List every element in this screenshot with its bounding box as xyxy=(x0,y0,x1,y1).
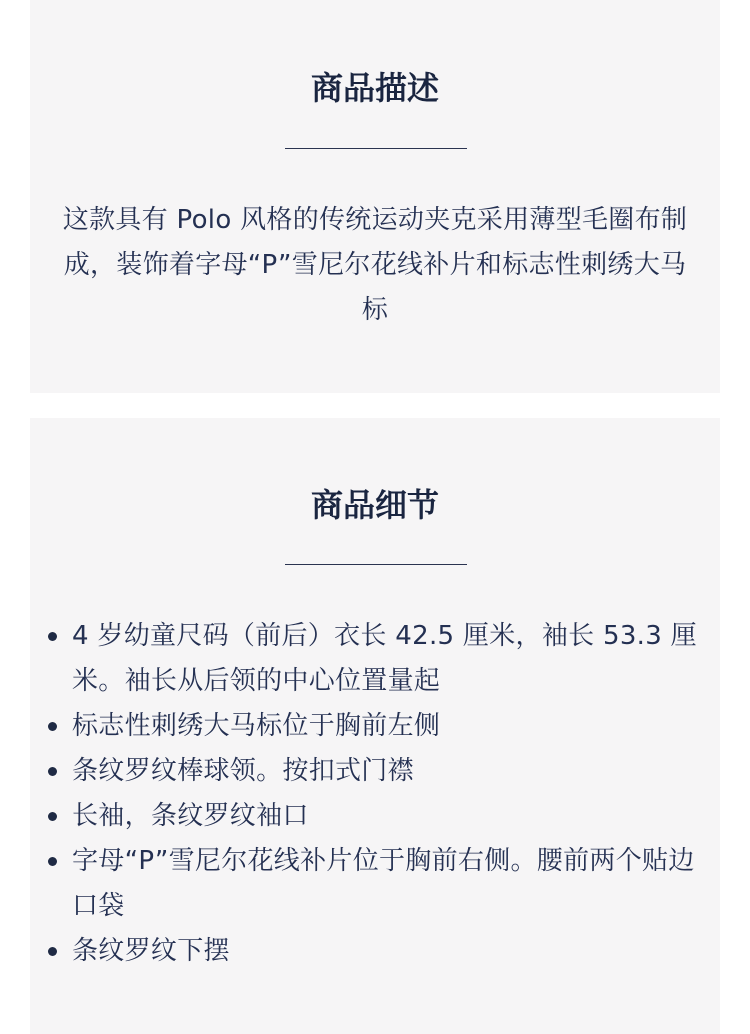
bullet-icon xyxy=(48,632,57,641)
bullet-icon xyxy=(48,947,57,956)
list-item xyxy=(30,794,720,839)
details-title: 商品细节 xyxy=(310,486,439,524)
product-description-card xyxy=(30,0,720,393)
description-title: 商品描述 xyxy=(310,69,439,107)
bullet-icon xyxy=(48,722,57,731)
bullet-icon xyxy=(48,812,57,821)
bullet-icon xyxy=(48,767,57,776)
detail-text: 字母“P”雪尼尔花线补片位于胸前右侧。腰前两个贴边口袋 xyxy=(72,846,695,921)
product-details-card xyxy=(30,418,720,1034)
list-item xyxy=(30,839,720,929)
detail-text: 条纹罗纹下摆 xyxy=(72,936,230,966)
list-item xyxy=(30,704,720,749)
detail-text: 条纹罗纹棒球领。按扣式门襟 xyxy=(72,756,414,786)
detail-text: 长袖，条纹罗纹袖口 xyxy=(72,801,309,831)
list-item xyxy=(30,749,720,794)
bullet-icon xyxy=(48,857,57,866)
details-list xyxy=(30,614,720,974)
description-divider xyxy=(285,148,467,149)
list-item xyxy=(30,614,720,704)
detail-text: 标志性刺绣大马标位于胸前左侧 xyxy=(72,711,441,741)
list-item xyxy=(30,929,720,974)
detail-text: 4 岁幼童尺码（前后）衣长 42.5 厘米，袖长 53.3 厘米。袖长从后领的中心位置量起 xyxy=(72,621,697,696)
details-divider xyxy=(285,564,467,565)
description-text: 这款具有 Polo 风格的传统运动夹克采用薄型毛圈布制成，装饰着字母“P”雪尼尔花线补片和标志性刺绣大马标 xyxy=(62,205,688,325)
